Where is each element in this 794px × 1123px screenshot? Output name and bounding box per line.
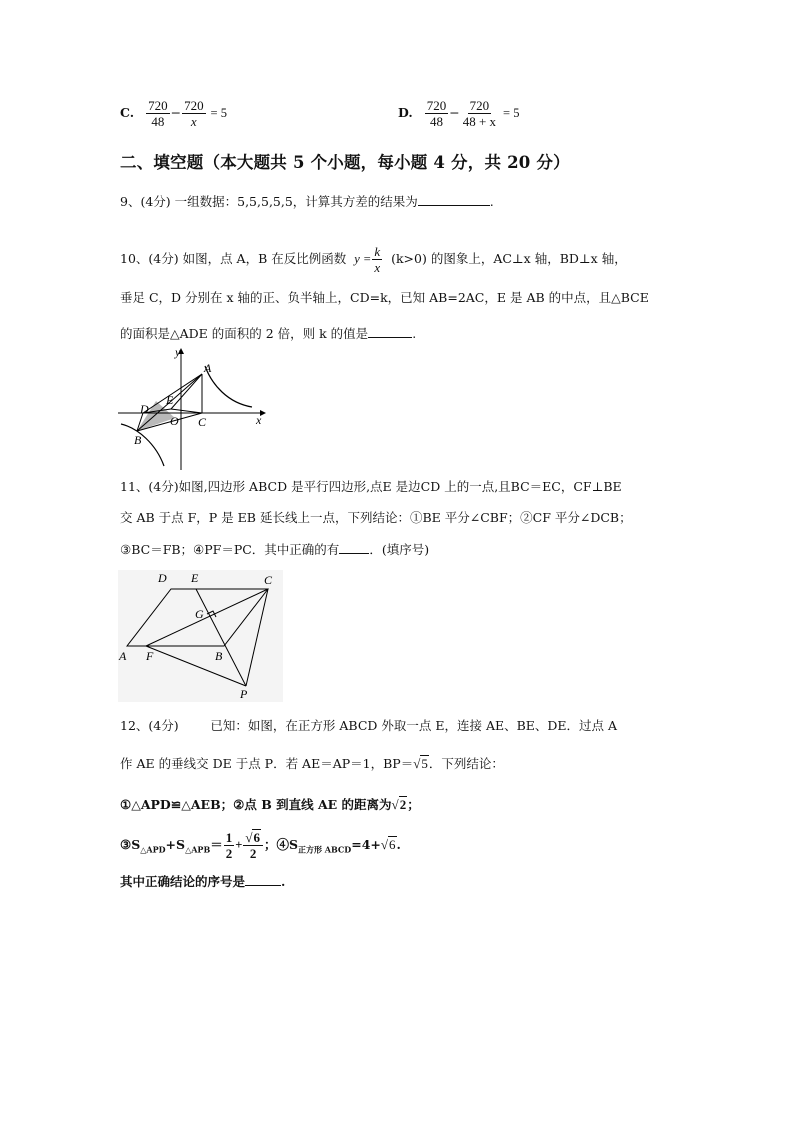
question-12-line-2: 作 AE 的垂线交 DE 于点 P．若 AE＝AP＝1，BP＝√5．下列结论： (120, 756, 504, 771)
sqrt-sign: √5 (413, 756, 428, 771)
answer-blank (418, 193, 490, 206)
fraction: $\frac{k}{x}$ (374, 244, 381, 275)
answer-blank (245, 873, 281, 886)
fraction: $\frac{720}{48}$ (148, 98, 168, 129)
question-11-line-3: ③BC＝FB；④PF＝PC．其中正确的有 ．(填序号) (120, 542, 430, 557)
label-E: E (166, 393, 174, 407)
label-B: B (134, 433, 142, 447)
label-G: G (195, 607, 204, 621)
label-F: F (146, 649, 154, 663)
label-C: C (198, 415, 207, 429)
fraction: $\frac{720}{48}$ (426, 98, 447, 129)
equation-rhs: = 5 (503, 106, 520, 120)
label-A: A (204, 361, 212, 375)
option-d: D. $\frac{720}{48}$ − $\frac{720}{48 + x}$ = 5 (398, 98, 520, 129)
sqrt-sign: √6 (380, 837, 396, 852)
question-10-line-1: 10、(4分) 如图，点 A，B 在反比例函数 y = $\frac{k}{x}$ (k>0) 的图象上，AC⊥x 轴，BD⊥x 轴， (120, 244, 627, 275)
answer-blank (339, 541, 369, 554)
fraction: $\frac{1}{2}$ (225, 830, 233, 861)
fraction: $\frac{√6}{2}$ (243, 830, 263, 861)
question-12-line-5: 其中正确结论的序号是 . (120, 874, 286, 889)
label-D: D (140, 402, 149, 416)
question-12-line-1: 12、(4分) 已知：如图，在正方形 ABCD 外取一点 E，连接 AE、BE、DE．过点 A (120, 718, 618, 733)
question-10-line-2: 垂足 C，D 分别在 x 轴的正、负半轴上，CD=k，已知 AB=2AC，E 是 AB 的中点，且△BCE (120, 290, 649, 305)
answer-blank (368, 325, 412, 338)
label-P: P (240, 687, 248, 701)
equation-rhs: = 5 (210, 106, 227, 120)
hyperbola-branch-1 (205, 366, 252, 407)
hyperbola-branch-2 (121, 424, 164, 466)
question-11-line-2: 交 AB 于点 F，P 是 EB 延长线上一点，下列结论：①BE 平分∠CBF；②CF 平分∠DCB； (120, 510, 632, 525)
question-11-line-1: 11、(4分)如图,四边形 ABCD 是平行四边形,点E 是边CD 上的一点,且BC＝EC，CF⊥BE (120, 479, 622, 494)
question-9: 9、(4分) 一组数据：5,5,5,5,5，计算其方差的结果为 . (120, 194, 494, 209)
fraction: $\frac{720}{48 + x}$ (462, 98, 497, 129)
sqrt-sign: √2 (391, 797, 407, 812)
figure-q10 (118, 340, 268, 472)
label-C: C (264, 573, 273, 587)
label-x: x (256, 413, 262, 427)
label-D: D (158, 571, 167, 585)
figure-q11 (118, 570, 283, 702)
label-B: B (215, 649, 223, 663)
option-c: C. $\frac{720}{48}$ − $\frac{720}{x}$ = 5 (120, 98, 227, 129)
question-10-line-3: 的面积是△ADE 的面积的 2 倍，则 k 的值是 . (120, 326, 417, 341)
section-heading: 二、填空题（本大题共 5 个小题，每小题 4 分，共 20 分） (120, 153, 570, 172)
label-O: O (170, 414, 179, 428)
question-12-line-4: $③S_{\triangle APD}+S_{\triangle APB}=$ $\frac{1}{2}$ + $\frac{√6}{2}$ ；$④S_{正方形 ABCD}=4+√6$. (120, 830, 401, 861)
label-A: A (119, 649, 127, 663)
option-c-label: C. (120, 105, 135, 120)
label-E: E (191, 571, 199, 585)
label-y: y (175, 345, 181, 359)
option-d-label: D. (398, 105, 413, 120)
fraction: $\frac{720}{x}$ (184, 98, 204, 129)
question-12-line-3: ①△APD≌△AEB；②点 B 到直线 AE 的距离为√2； (120, 797, 420, 812)
